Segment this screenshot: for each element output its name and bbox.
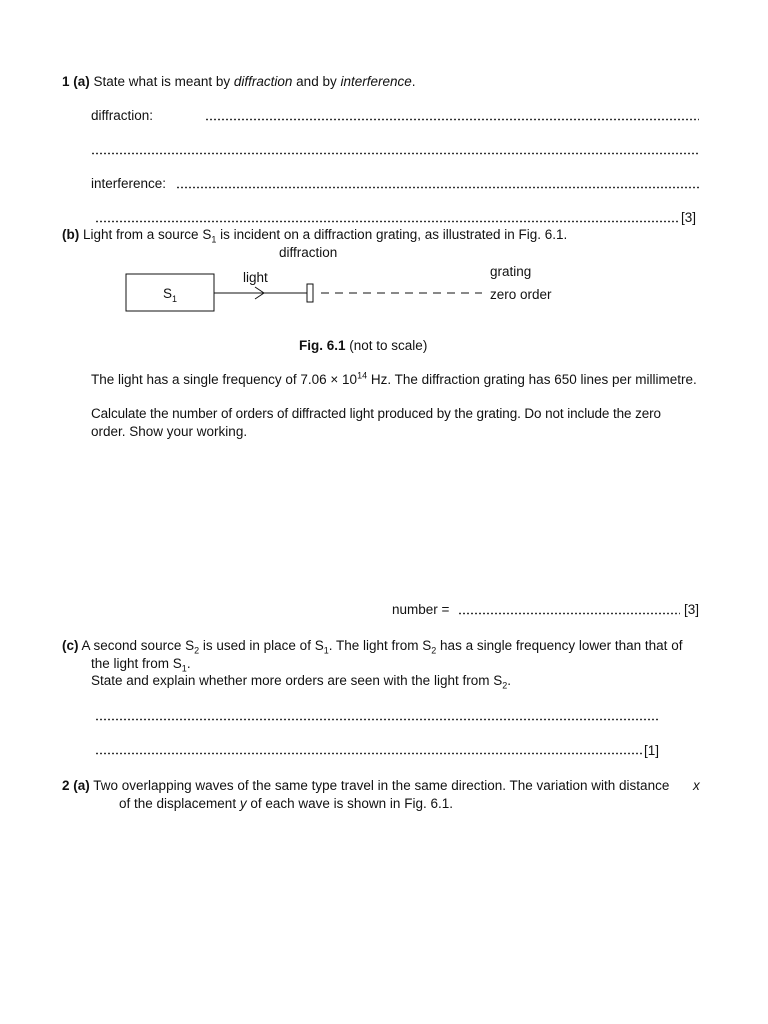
diffraction-figure-label: diffraction	[279, 245, 338, 260]
calculate-line-2: order. Show your working.	[91, 424, 248, 439]
variable-y: y	[239, 796, 247, 811]
marks-1a: [3]	[681, 210, 697, 225]
question-2a-number: 2 (a)	[62, 778, 90, 793]
grating-label: grating	[490, 264, 532, 279]
question-1c-line-1: (c) A second source $S_2$ is used in place of $S_1$. The light from $S_2$ has a single frequency lower than that of	[62, 638, 683, 656]
question-1b-label: (b)	[62, 227, 80, 242]
light-label: light	[243, 270, 268, 285]
question-2a-line-2: of the displacement y of each wave is shown in Fig. 6.1.	[119, 796, 453, 811]
answer-line-1c-2[interactable]	[95, 752, 644, 755]
calculate-line-1: Calculate the number of orders of diffracted light produced by the grating. Do not include the zero	[91, 406, 661, 421]
question-1a-stem: 1 (a) State what is meant by diffraction and by interference.	[62, 74, 416, 89]
grating-icon	[307, 284, 313, 302]
source-label: $S_1$	[163, 286, 178, 304]
diffraction-label: diffraction:	[91, 108, 154, 123]
number-answer-line[interactable]	[458, 612, 680, 615]
question-1c-line-2: the light from $S_1$.	[91, 656, 191, 674]
question-1c-label: (c)	[62, 638, 79, 653]
figure-6-1-diagram	[0, 0, 768, 330]
marks-1b: [3]	[684, 602, 700, 617]
number-answer-label: number =	[392, 602, 450, 617]
frequency-text: The light has a single frequency of $7.06 \times 10^{14}$ Hz. The diffraction grating has 650 lines per millimetre.	[91, 370, 697, 387]
question-1c-line-3: State and explain whether more orders are seen with the light from $S_2$.	[91, 673, 511, 691]
term-interference: interference	[340, 74, 412, 89]
marks-1c: [1]	[644, 743, 660, 758]
term-diffraction: diffraction	[233, 74, 293, 89]
figure-caption: Fig. 6.1 (not to scale)	[299, 338, 428, 353]
zero-order-label: zero order	[490, 287, 552, 302]
answer-line-1c-1[interactable]	[95, 718, 658, 721]
question-1a-number: 1 (a)	[62, 74, 90, 89]
interference-label: interference:	[91, 176, 167, 191]
variable-x: x	[693, 778, 700, 793]
question-2a-line-1: 2 (a) Two overlapping waves of the same type travel in the same direction. The variation with distance	[62, 778, 670, 793]
question-1b-stem: (b) Light from a source $S_1$ is incident on a diffraction grating, as illustrated in Fig. 6.1.	[62, 227, 568, 245]
